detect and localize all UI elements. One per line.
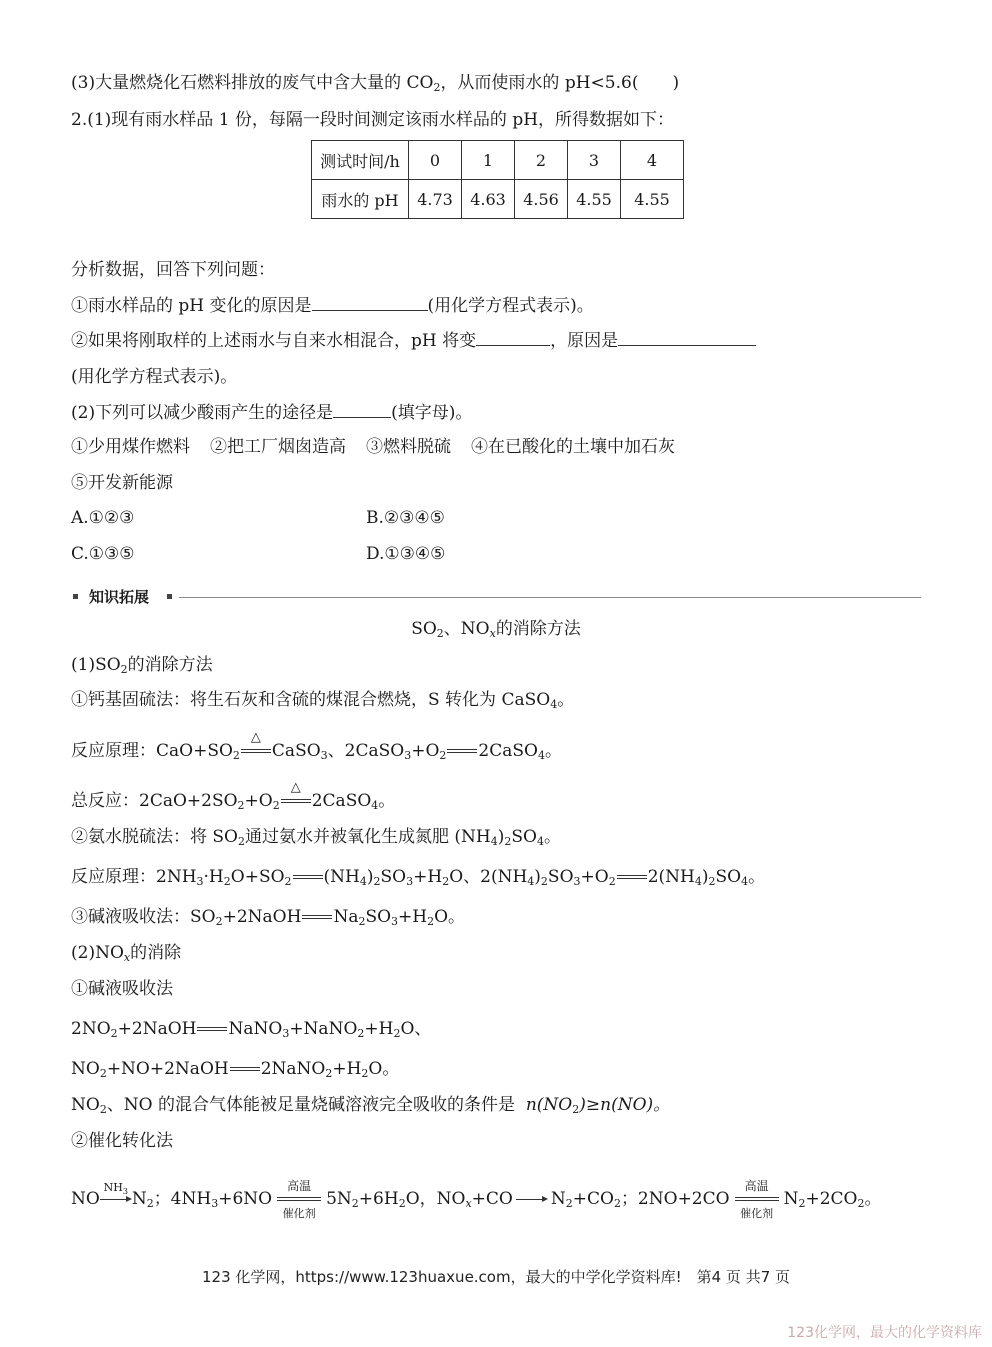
nox-equation-1: $2NO_2+2NaOH$ $NaNO_3+NaNO_2+H_2O$、 bbox=[71, 1019, 432, 1040]
heat-triangle-icon: △ bbox=[290, 779, 301, 795]
table-cell: 4.73 bbox=[409, 180, 462, 219]
table-header-cell: 测试时间/h bbox=[312, 141, 409, 180]
nox-title: $(2)NO_x$的消除 bbox=[71, 943, 182, 964]
question-b-note: (用化学方程式表示)。 bbox=[71, 367, 238, 387]
choice-c[interactable]: C.①③⑤ bbox=[71, 544, 135, 564]
square-bullet-icon bbox=[167, 594, 172, 599]
heat-triangle-icon: △ bbox=[250, 729, 261, 745]
question-text-tail: ，从而使雨水的 pH<5.6( ) bbox=[440, 73, 680, 93]
question-text: (3)大量燃烧化石燃料排放的废气中含大量的 CO bbox=[71, 73, 434, 93]
table-cell: 4.55 bbox=[621, 180, 684, 219]
table-cell: 3 bbox=[568, 141, 621, 180]
ph-data-table bbox=[311, 140, 684, 219]
section-divider bbox=[71, 586, 921, 608]
ammonia-method: ②氨水脱硫法：将 $SO_2$通过氨水并被氧化生成氮肥 $(NH_4)_2SO_4$。 bbox=[71, 827, 561, 848]
question-a: ①雨水样品的 pH 变化的原因是 (用化学方程式表示)。 bbox=[71, 296, 594, 316]
choice-a[interactable]: A.①②③ bbox=[71, 508, 135, 528]
calcium-total: 总反应：$2CaO+2SO_2+O_2$ △ 2CaSO$_4$。 bbox=[71, 790, 395, 812]
table-cell: 4 bbox=[621, 141, 684, 180]
table-cell: 0 bbox=[409, 141, 462, 180]
page-footer: 123 化学网，https://www.123huaxue.com，最大的中学化学资料库! 第4 页 共7 页 bbox=[201, 1268, 791, 1286]
square-bullet-icon bbox=[73, 594, 78, 599]
nox-equation-2: $NO_2+NO+2NaOH$ $2NaNO_2+H_2O$。 bbox=[71, 1059, 400, 1080]
table-header-cell: 雨水的 pH bbox=[312, 180, 409, 219]
answer-blank[interactable] bbox=[476, 329, 550, 346]
question-b: ②如果将刚取样的上述雨水与自来水相混合，pH 将变 ，原因是 bbox=[71, 329, 756, 352]
choice-d[interactable]: D.①③④⑤ bbox=[366, 544, 446, 564]
calcium-reaction: 反应原理：$CaO+SO_2$ △ CaSO$_3$、$2CaSO_3+O_2$ 2CaSO$_4$。 bbox=[71, 740, 562, 762]
table-cell: 4.63 bbox=[462, 180, 515, 219]
answer-blank[interactable] bbox=[333, 401, 391, 418]
catalysis-title: ②催化转化法 bbox=[71, 1131, 173, 1151]
ammonia-reaction: 反应原理：$2NH_3\cdot H_2O+SO_2$ $(NH_4)_2SO_3+H_2O$、$2(NH_4)_2SO_3+O_2$ $2(NH_4)_2SO_4$。 bbox=[71, 867, 766, 888]
option-5: ⑤开发新能源 bbox=[71, 473, 173, 493]
table-cell: 4.55 bbox=[568, 180, 621, 219]
question-2-2: (2)下列可以减少酸雨产生的途径是 (填字母)。 bbox=[71, 403, 473, 423]
question-3-line bbox=[71, 72, 679, 94]
nox-alkali-title: ①碱液吸收法 bbox=[71, 979, 173, 999]
table-row bbox=[312, 180, 684, 219]
answer-blank[interactable] bbox=[312, 294, 428, 311]
alkali-method: ③碱液吸收法：$SO_2+2NaOH$ $Na_2SO_3+H_2O$。 bbox=[71, 907, 466, 928]
table-cell: 4.56 bbox=[515, 180, 568, 219]
question-2-intro: 2.(1)现有雨水样品 1 份，每隔一段时间测定该雨水样品的 pH，所得数据如下： bbox=[71, 110, 675, 130]
calcium-method: ①钙基固硫法：将生石灰和含硫的煤混合燃烧，S 转化为 CaSO$_4$。 bbox=[71, 690, 575, 711]
choice-b[interactable]: B.②③④⑤ bbox=[366, 508, 445, 528]
table-row bbox=[312, 141, 684, 180]
section-heading: $SO_2$、$NO_x$的消除方法 bbox=[411, 619, 581, 640]
table-cell: 2 bbox=[515, 141, 568, 180]
catalysis-equations: NO $NH_3$ $N_2$；$4NH_3+6NO$ 高温 催化剂 $5N_2+6H_2O$，$NO_x+CO$ $N_2+CO_2$；2NO+2CO 高温 催化剂 $N_2+2CO_2$。 bbox=[71, 1178, 882, 1220]
option-list: ①少用煤作燃料 ②把工厂烟囱造高 ③燃料脱硫 ④在已酸化的土壤中加石灰 bbox=[71, 437, 675, 457]
section-title: 知识拓展 bbox=[89, 588, 150, 606]
answer-blank[interactable] bbox=[618, 329, 756, 346]
so2-title: $(1)SO_2$的消除方法 bbox=[71, 655, 213, 676]
divider-line bbox=[179, 597, 921, 598]
table-cell: 1 bbox=[462, 141, 515, 180]
watermark: 123化学网，最大的化学资料库 bbox=[787, 1325, 982, 1341]
nox-condition: $NO_2$、NO 的混合气体能被足量烧碱溶液完全吸收的条件是 $n(NO_2)\ge n(NO)$。 bbox=[71, 1095, 671, 1116]
subscript: 2 bbox=[433, 81, 441, 94]
analyze-prompt: 分析数据，回答下列问题： bbox=[71, 260, 275, 280]
